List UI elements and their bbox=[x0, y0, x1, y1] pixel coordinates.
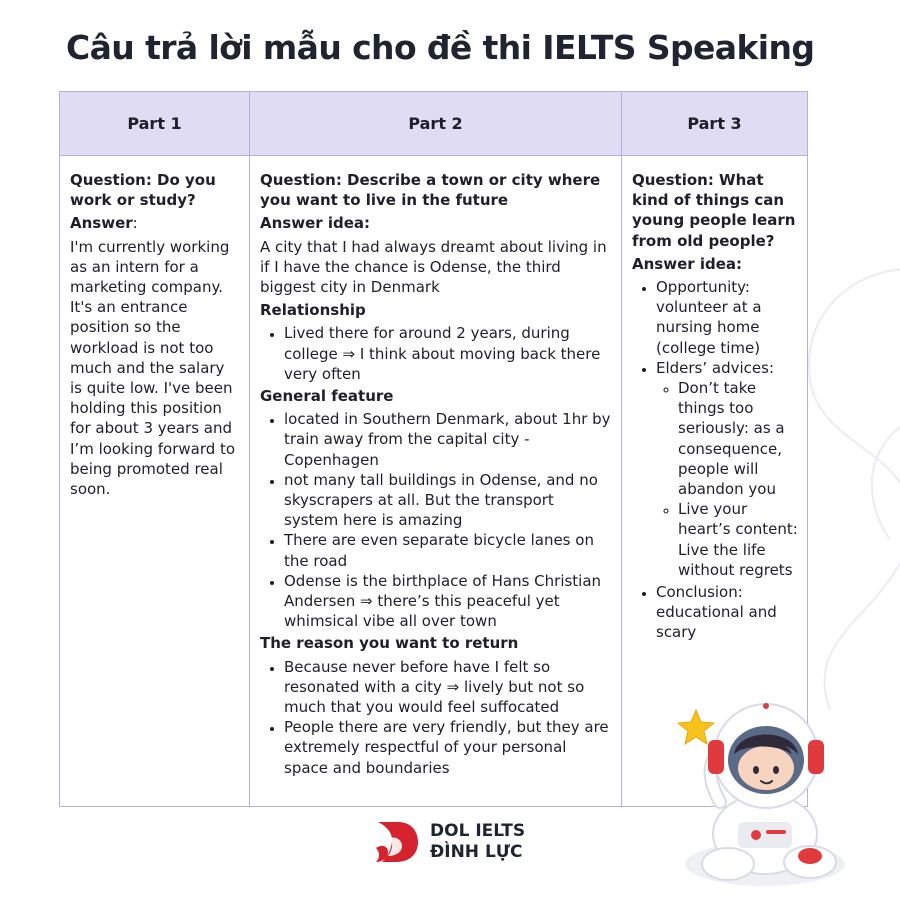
cell-part2 bbox=[249, 156, 621, 806]
list-item: ◦ Live your heart’s content: Live the life without regrets bbox=[678, 499, 798, 580]
part2-section-heading: Relationship bbox=[260, 301, 366, 320]
logo-line1: DOL IELTS bbox=[430, 821, 526, 841]
list-item: • Odense is the birthplace of Hans Christian Andersen ⇒ there’s this peaceful yet whimsical vibe all over town bbox=[284, 571, 612, 632]
list-item: • Lived there for around 2 years, during college ⇒ I think about moving back there very often bbox=[284, 323, 612, 384]
part1-answer: I'm currently working as an intern for a marketing company. It's an entrance position so the workload is not too much and the salary is quite low. I've been holding this position for about 3 years and I’m looking forward to being promoted real soon. bbox=[70, 237, 236, 499]
part3-elders-label: Elders’ advices: bbox=[656, 358, 775, 377]
list-item: • Conclusion: educational and scary bbox=[656, 582, 798, 643]
part1-answer-label: Answer bbox=[70, 214, 133, 233]
dol-logo-text bbox=[430, 821, 525, 863]
list-item: • People there are very friendly, but they are extremely respectful of your personal space and boundaries bbox=[284, 717, 612, 778]
list-item: • Because never before have I felt so resonated with a city ⇒ lively but not so much that you would feel suffocated bbox=[284, 657, 612, 718]
header-part2: Part 2 bbox=[249, 92, 621, 156]
header-part1: Part 1 bbox=[60, 92, 249, 156]
part3-question: Question: What kind of things can young people learn from old people? bbox=[632, 171, 796, 250]
part3-bullet-list bbox=[632, 277, 798, 643]
list-item: ◦ Don’t take things too seriously: as a consequence, people will abandon you bbox=[678, 378, 798, 499]
cell-part1 bbox=[60, 156, 249, 806]
part1-answer-colon: : bbox=[132, 214, 138, 233]
dol-logo-icon bbox=[372, 818, 420, 866]
part2-section-heading: General feature bbox=[260, 387, 394, 406]
part2-bullet-list bbox=[260, 409, 612, 631]
list-item: • Opportunity: volunteer at a nursing home (college time) bbox=[656, 277, 798, 358]
part3-answer-label: Answer idea: bbox=[632, 254, 743, 273]
list-item: • not many tall buildings in Odense, and no skyscrapers at all. But the transport system here is amazing bbox=[284, 470, 612, 531]
list-item: • There are even separate bicycle lanes on the road bbox=[284, 530, 612, 570]
header-part3: Part 3 bbox=[621, 92, 807, 156]
part2-bullet-list bbox=[260, 657, 612, 778]
part1-question: Question: Do you work or study? bbox=[70, 171, 216, 210]
part2-question: Question: Describe a town or city where you want to live in the future bbox=[260, 171, 601, 210]
part2-section-heading: The reason you want to return bbox=[260, 634, 519, 653]
list-item: • located in Southern Denmark, about 1hr by train away from the capital city - Copenhagen bbox=[284, 409, 612, 470]
part1-answer-label-line bbox=[70, 213, 240, 233]
part2-answer: A city that I had always dreamt about living in if I have the chance is Odense, the third biggest city in Denmark bbox=[260, 237, 607, 297]
part2-bullet-list bbox=[260, 323, 612, 384]
logo-line2: ĐÌNH LỰC bbox=[430, 842, 523, 862]
astronaut-mascot-illustration bbox=[660, 684, 860, 894]
list-item bbox=[656, 358, 798, 580]
part3-sub-list bbox=[656, 378, 798, 580]
part2-answer-label: Answer idea: bbox=[260, 214, 371, 233]
star-icon bbox=[678, 710, 714, 744]
page-title: Câu trả lời mẫu cho đề thi IELTS Speaking bbox=[66, 28, 815, 67]
dol-logo bbox=[372, 818, 525, 866]
